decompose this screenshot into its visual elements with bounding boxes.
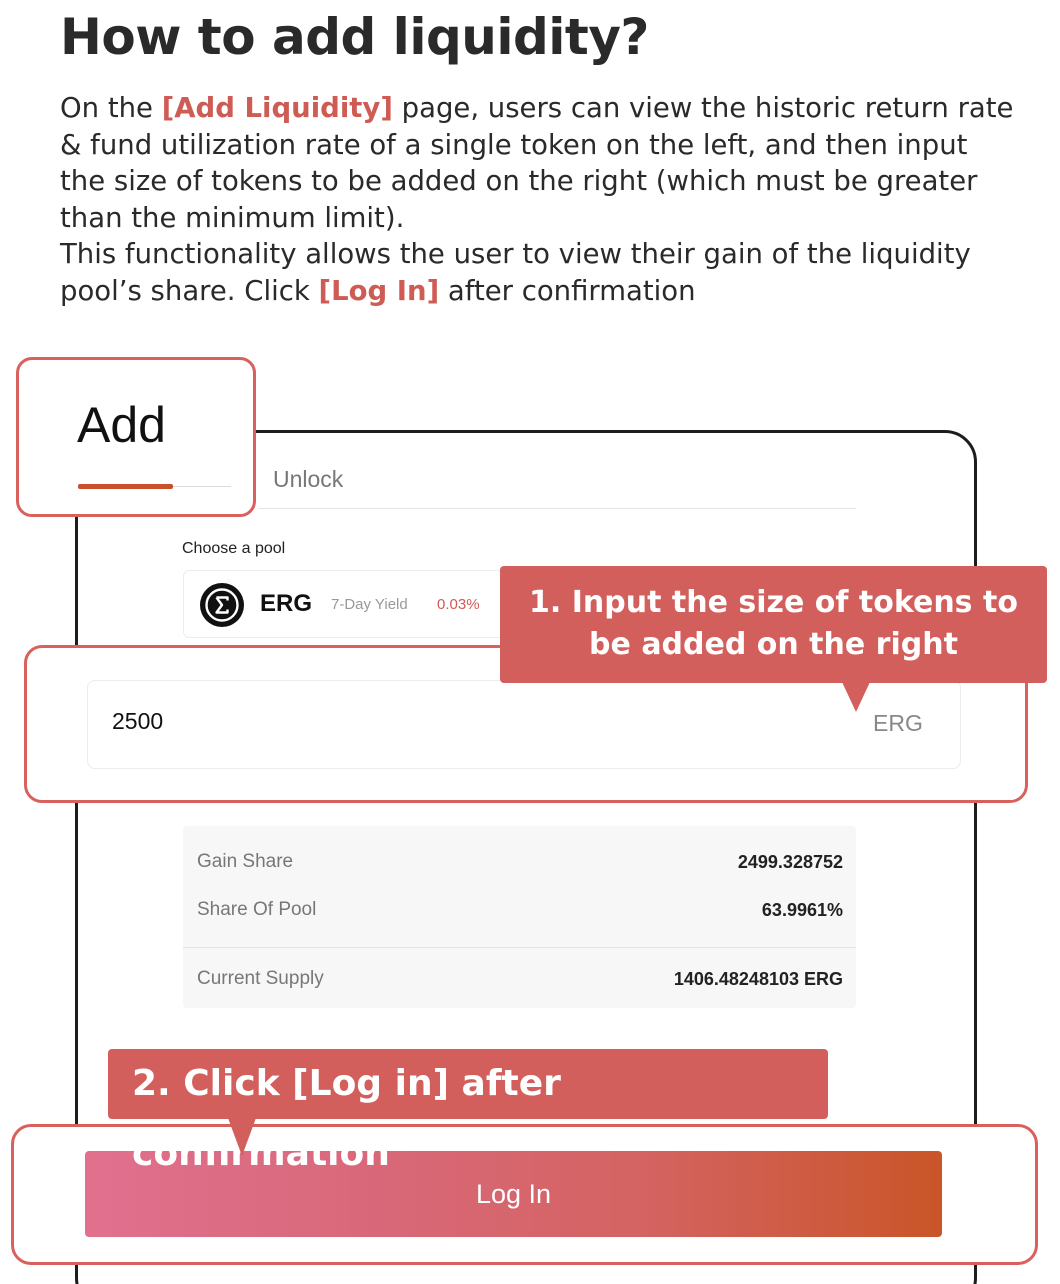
share-of-pool-label: Share Of Pool — [197, 899, 317, 920]
step1-callout-pointer — [842, 682, 870, 712]
page-title: How to add liquidity? — [60, 8, 649, 66]
stats-divider — [183, 947, 856, 948]
login-button[interactable]: Log In — [85, 1151, 942, 1237]
intro-part4: after confirmation — [439, 274, 696, 307]
step1-callout — [500, 566, 1047, 683]
tab-unlock[interactable]: Unlock — [273, 466, 344, 492]
current-supply-value: 1406.48248103 ERG — [673, 969, 843, 989]
intro-part3: This functionality allows the user to view their gain of the liquidity pool’s share. Click — [60, 238, 971, 307]
intro-text — [60, 90, 1020, 309]
amount-input-value[interactable]: 2500 — [112, 708, 164, 734]
gain-share-value: 2499.328752 — [737, 852, 843, 872]
gain-share-label: Gain Share — [197, 851, 294, 872]
intro-part2: page, users can view the historic return rate & fund utilization rate of a single token on the left, and then input the size of tokens to be added on the right (which must be greater than the minimum limit). — [60, 92, 1014, 234]
yield-value: 0.03% — [437, 596, 480, 613]
pool-token-name: ERG — [260, 590, 313, 617]
share-of-pool-value: 63.9961% — [761, 900, 843, 920]
step2-callout-pointer — [228, 1118, 256, 1156]
yield-label: 7-Day Yield — [331, 596, 408, 613]
amount-unit-label: ERG — [873, 710, 923, 736]
step1-callout-line1: 1. Input the size of tokens to — [529, 585, 1018, 620]
active-tab-indicator — [78, 484, 173, 489]
tab-bar-divider — [258, 508, 856, 509]
intro-part1: On the — [60, 92, 162, 124]
tab-underline-track — [173, 486, 231, 487]
step1-callout-line2: be added on the right — [589, 627, 958, 662]
erg-sigma-icon — [200, 583, 244, 627]
current-supply-label: Current Supply — [197, 968, 324, 989]
tab-add[interactable]: Add — [77, 397, 166, 453]
intro-log-in-highlight: [Log In] — [318, 274, 440, 307]
choose-pool-label: Choose a pool — [182, 540, 286, 557]
step2-callout: 2. Click [Log in] after confirmation — [108, 1049, 828, 1119]
intro-add-liquidity-highlight: [Add Liquidity] — [161, 92, 393, 124]
amount-input[interactable] — [87, 680, 961, 769]
